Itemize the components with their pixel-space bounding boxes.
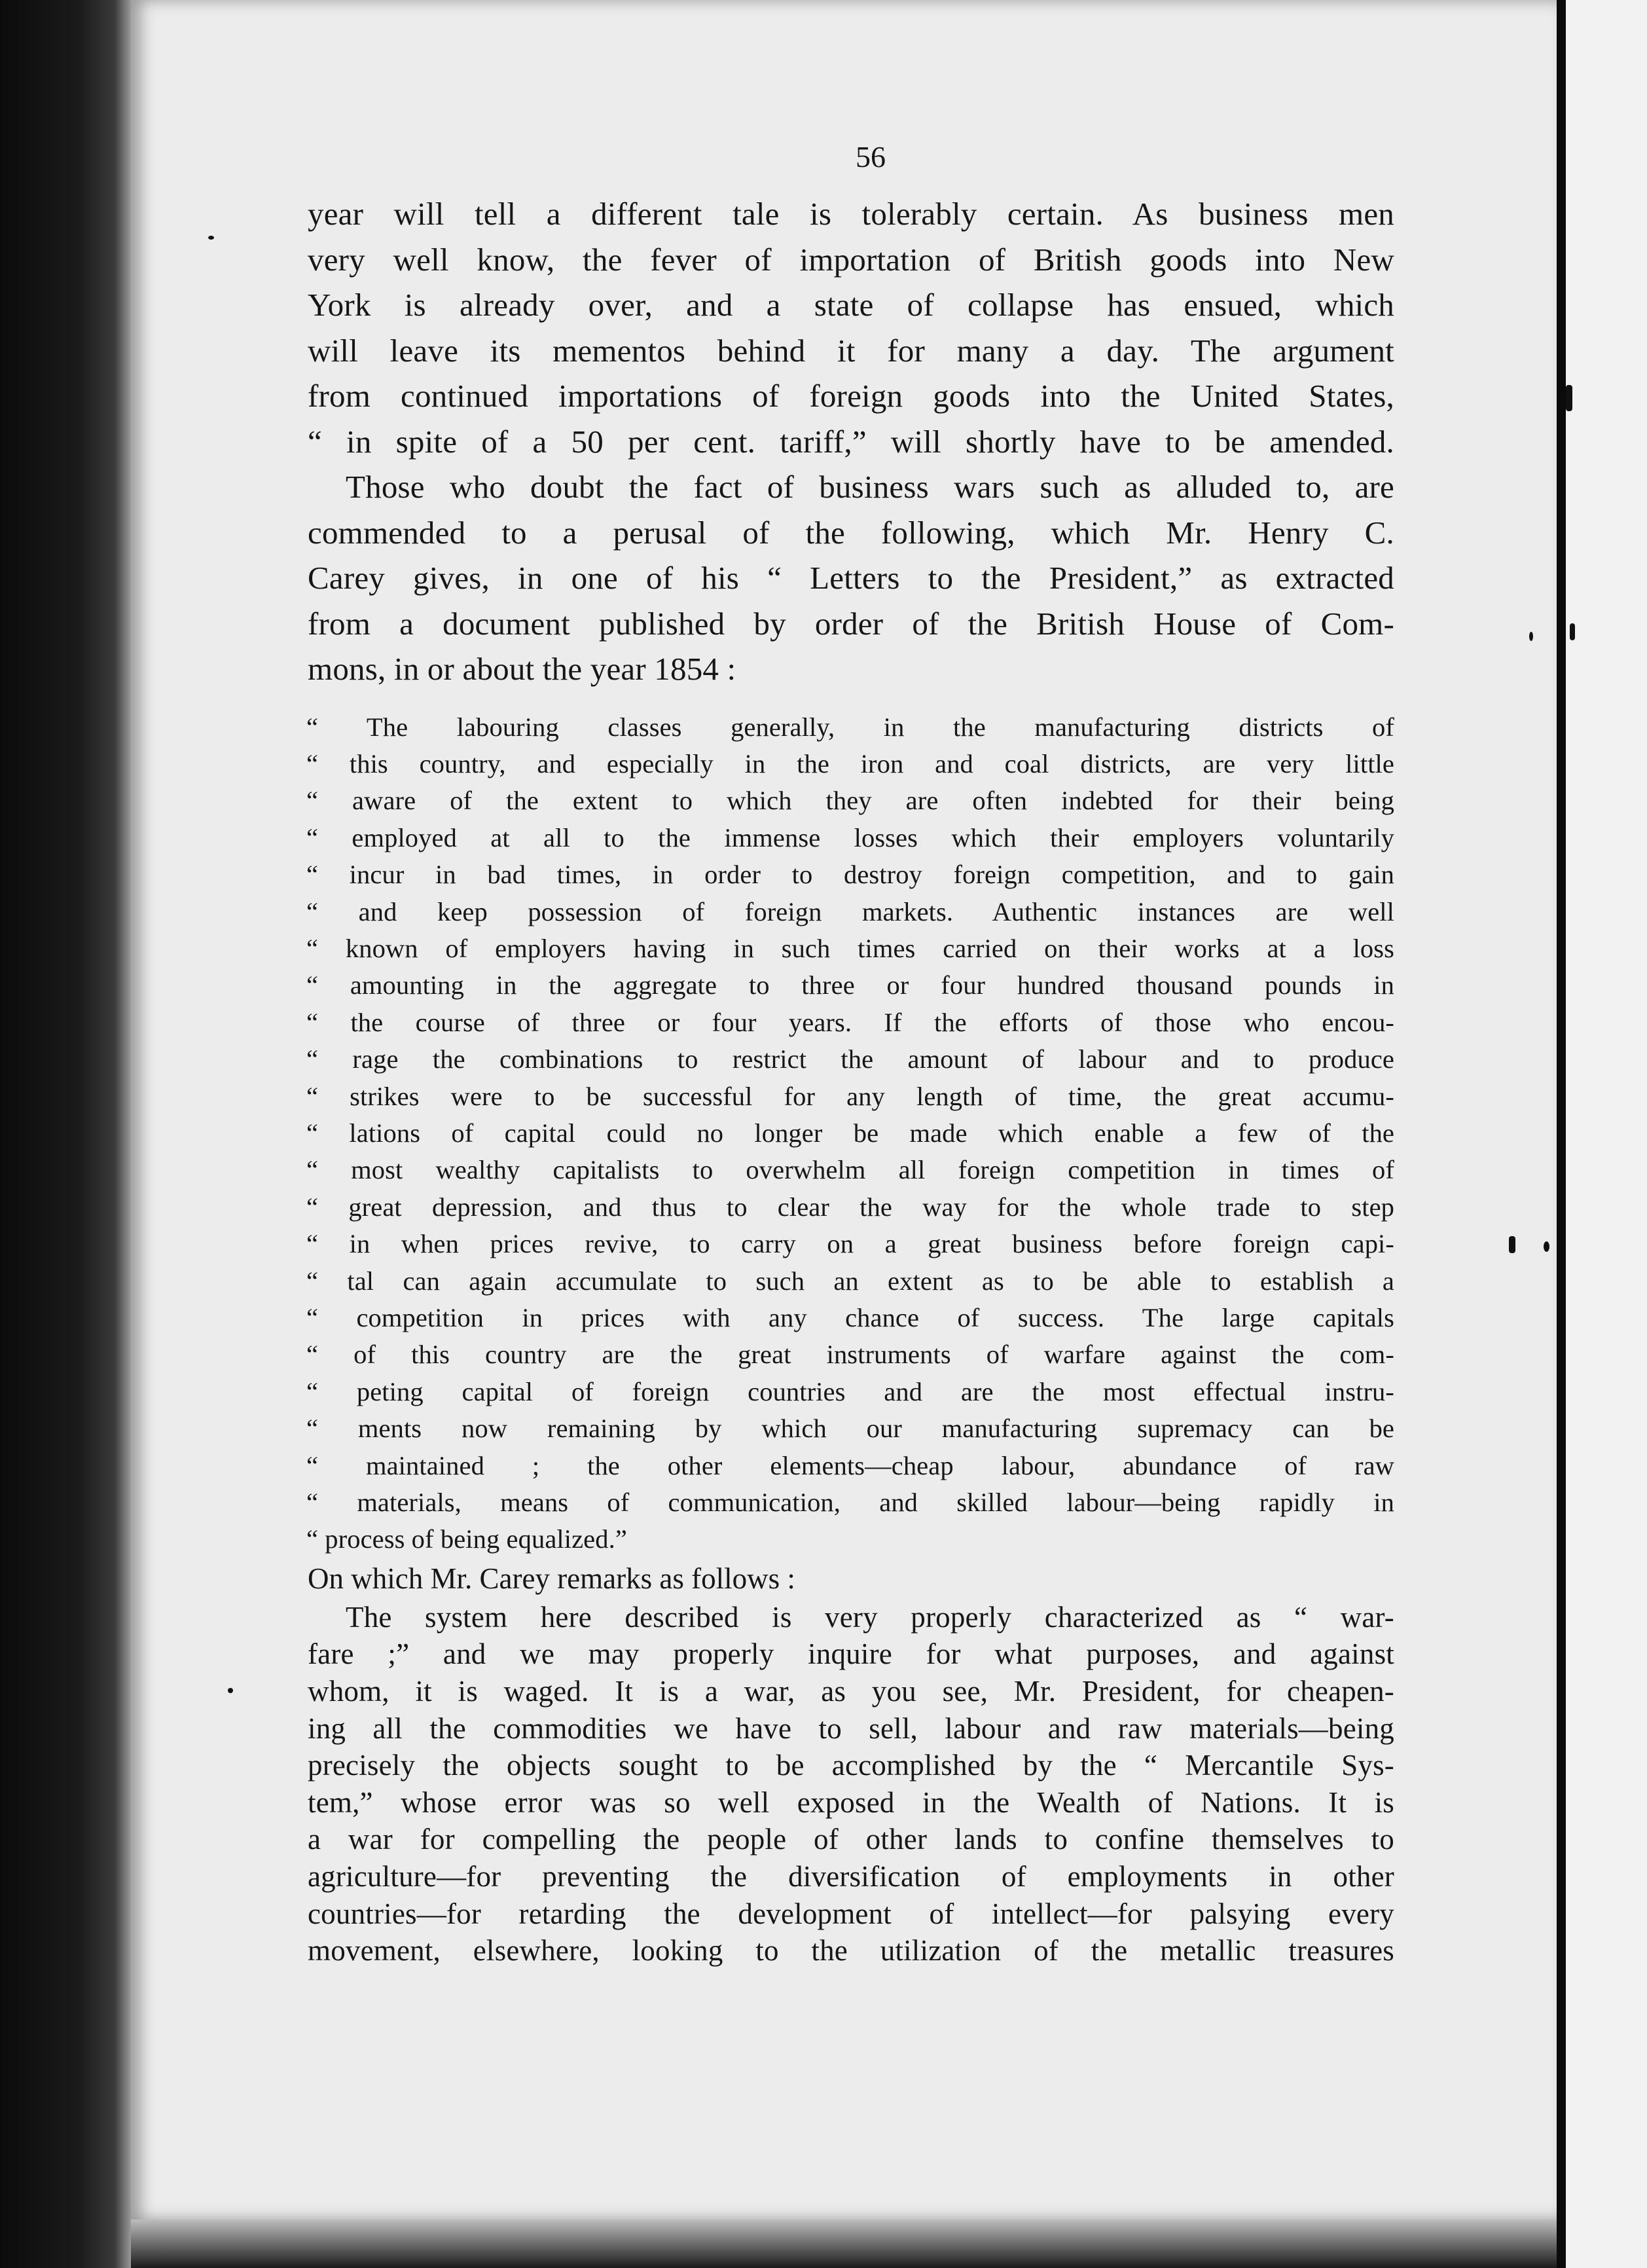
text-line: mons, in or about the year 1854 : bbox=[308, 651, 736, 687]
text-line: countries—for retarding the development of intellect—for palsying every bbox=[308, 1897, 1394, 1930]
paragraph-1 bbox=[308, 191, 1394, 464]
quote-line: “ this country, and especially in the iron and coal districts, are very little bbox=[306, 748, 1394, 778]
adjacent-page-strip bbox=[1566, 0, 1647, 2268]
text-line: commended to a perusal of the following, which Mr. Henry C. bbox=[308, 514, 1394, 551]
scan-left-edge bbox=[0, 0, 131, 2268]
paragraph-3 bbox=[308, 1599, 1394, 1969]
text-line: very well know, the fever of importation of British goods into New bbox=[308, 241, 1394, 278]
quote-line: “ of this country are the great instruments of warfare against the com- bbox=[306, 1340, 1394, 1370]
text-line: from a document published by order of the British House of Com- bbox=[308, 605, 1394, 642]
text-line: Those who doubt the fact of business wars such as alluded to, are bbox=[346, 469, 1394, 505]
text-line: precisely the objects sought to be accomplished by the “ Mercantile Sys- bbox=[308, 1749, 1394, 1782]
quote-line: “ incur in bad times, in order to destroy foreign competition, and to gain bbox=[306, 860, 1394, 890]
quote-line: “ ments now remaining by which our manufacturing supremacy can be bbox=[306, 1414, 1394, 1444]
paragraph-2 bbox=[308, 464, 1394, 692]
quote-line: “ competition in prices with any chance of success. The large capitals bbox=[306, 1303, 1394, 1332]
quote-line: “ rage the combinations to restrict the amount of labour and to produce bbox=[306, 1044, 1394, 1074]
margin-speck bbox=[1566, 385, 1572, 411]
quotation-block bbox=[306, 709, 1394, 1558]
margin-speck bbox=[228, 1688, 233, 1693]
quote-line: “ most wealthy capitalists to overwhelm all foreign competition in times of bbox=[306, 1155, 1394, 1185]
quote-line: “ process of being equalized.” bbox=[306, 1524, 627, 1554]
quote-line: “ The labouring classes generally, in the manufacturing districts of bbox=[306, 712, 1394, 742]
margin-speck bbox=[1529, 632, 1533, 641]
margin-speck bbox=[1570, 623, 1575, 640]
quote-line: “ known of employers having in such times carried on their works at a loss bbox=[306, 933, 1394, 963]
quote-line: “ employed at all to the immense losses which their employers voluntarily bbox=[306, 822, 1394, 852]
quote-line: “ aware of the extent to which they are often indebted for their being bbox=[306, 786, 1394, 816]
quote-line: “ lations of capital could no longer be made which enable a few of the bbox=[306, 1118, 1394, 1148]
text-line: year will tell a different tale is tolerably certain. As business men bbox=[308, 196, 1394, 232]
quote-line: “ strikes were to be successful for any length of time, the great accumu- bbox=[306, 1081, 1394, 1111]
quote-line: “ maintained ; the other elements—cheap labour, abundance of raw bbox=[306, 1450, 1394, 1480]
page-text bbox=[308, 137, 1394, 1969]
text-line: York is already over, and a state of collapse has ensued, which bbox=[308, 287, 1394, 323]
text-line: Carey gives, in one of his “ Letters to the President,” as extracted bbox=[308, 560, 1394, 596]
text-line: fare ;” and we may properly inquire for what purposes, and against bbox=[308, 1637, 1394, 1671]
quote-line: “ materials, means of communication, and skilled labour—being rapidly in bbox=[306, 1488, 1394, 1518]
text-line: from continued importations of foreign goods into the United States, bbox=[308, 378, 1394, 414]
page-number: 56 bbox=[856, 140, 886, 174]
quote-line: “ tal can again accumulate to such an extent as to be able to establish a bbox=[306, 1266, 1394, 1296]
text-line: movement, elsewhere, looking to the utilization of the metallic treasures bbox=[308, 1934, 1394, 1967]
quote-line: “ great depression, and thus to clear the way for the whole trade to step bbox=[306, 1192, 1394, 1222]
quote-line: “ peting capital of foreign countries and are the most effectual instru- bbox=[306, 1376, 1394, 1406]
margin-speck bbox=[1509, 1236, 1515, 1253]
lead-in-paragraph bbox=[308, 1558, 1394, 1599]
book-spine-edge bbox=[1557, 0, 1566, 2268]
page-bottom-edge bbox=[131, 2220, 1557, 2268]
text-line: ing all the commodities we have to sell, labour and raw materials—being bbox=[308, 1711, 1394, 1745]
text-line: On which Mr. Carey remarks as follows : bbox=[308, 1562, 795, 1595]
quote-line: “ in when prices revive, to carry on a great business before foreign capi- bbox=[306, 1229, 1394, 1259]
text-line: a war for compelling the people of other lands to confine themselves to bbox=[308, 1823, 1394, 1856]
text-line: will leave its mementos behind it for many a day. The argument bbox=[308, 332, 1394, 369]
text-line: whom, it is waged. It is a war, as you see, Mr. President, for cheapen- bbox=[308, 1675, 1394, 1708]
text-line: tem,” whose error was so well exposed in the Wealth of Nations. It is bbox=[308, 1785, 1394, 1819]
quote-line: “ amounting in the aggregate to three or four hundred thousand pounds in bbox=[306, 970, 1394, 1000]
margin-speck bbox=[1544, 1241, 1549, 1252]
text-line: “ in spite of a 50 per cent. tariff,” will shortly have to be amended. bbox=[308, 423, 1394, 460]
margin-speck bbox=[208, 236, 214, 240]
quote-line: “ the course of three or four years. If the efforts of those who encou- bbox=[306, 1007, 1394, 1037]
text-line: agriculture—for preventing the diversification of employments in other bbox=[308, 1860, 1394, 1893]
quote-line: “ and keep possession of foreign markets. Authentic instances are well bbox=[306, 896, 1394, 926]
text-line: The system here described is very properly characterized as “ war- bbox=[346, 1600, 1394, 1634]
